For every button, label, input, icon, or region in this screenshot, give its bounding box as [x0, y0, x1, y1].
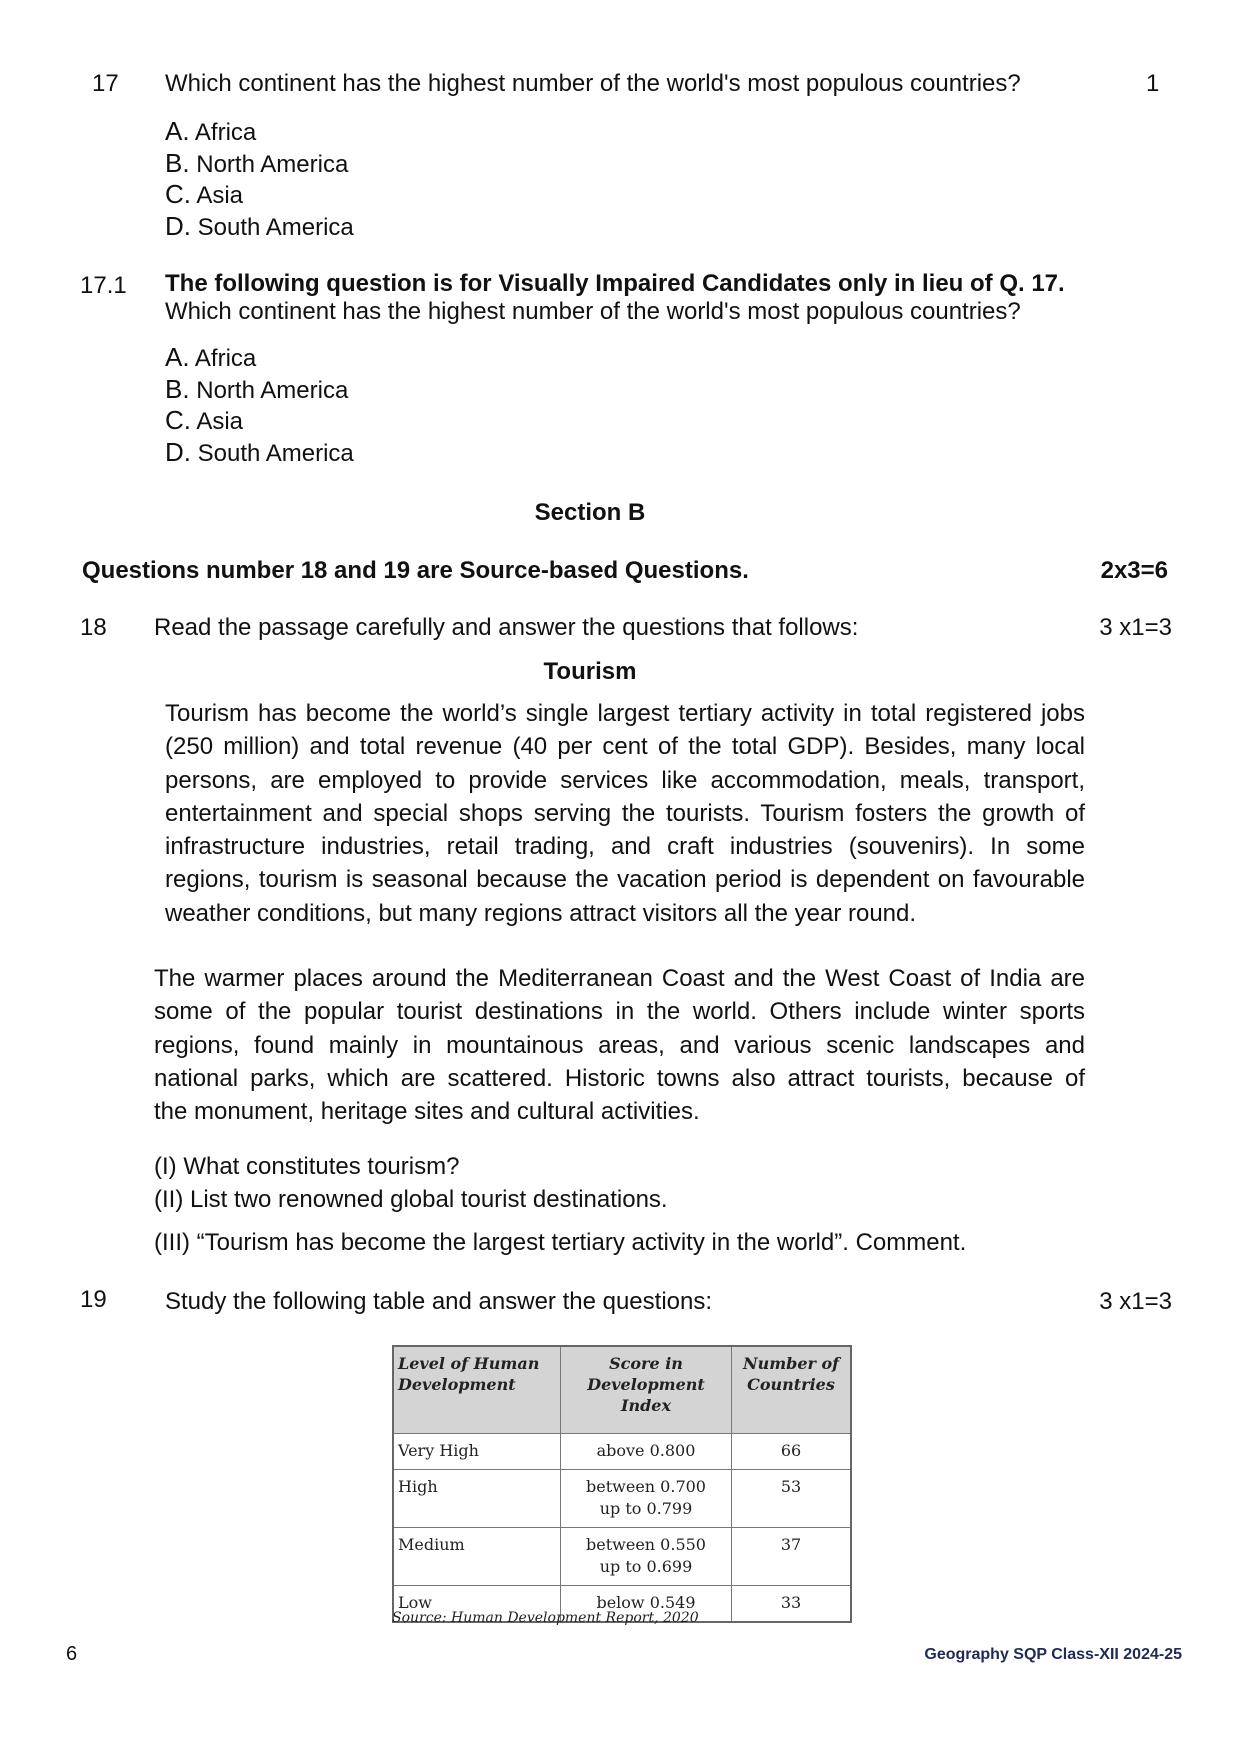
option-text: North America	[196, 151, 349, 178]
option-text: North America	[196, 377, 349, 404]
table-header	[393, 1346, 561, 1434]
option-c	[165, 178, 243, 212]
passage-line: regions, tourism is seasonal because the vacation period is dependent on favourable	[165, 866, 1085, 894]
option-text: South America	[197, 440, 354, 467]
question-text: Study the following table and answer the questions:	[165, 1288, 713, 1315]
option-letter: C.	[165, 405, 191, 435]
section-instruction: Questions number 18 and 19 are Source-based Questions.	[82, 557, 749, 584]
score-line: between 0.700	[586, 1477, 706, 1496]
option-d	[165, 436, 354, 470]
option-c	[165, 404, 243, 438]
passage-line: regions, found mainly in mountainous areas, and various scenic landscapes and	[154, 1031, 1085, 1059]
table-cell-level: Medium	[393, 1528, 561, 1586]
table-cell-level: High	[393, 1470, 561, 1528]
passage-line: infrastructure industries, retail trading, and craft industries (souvenirs). In some	[165, 833, 1085, 861]
question-number: 17.1	[80, 272, 127, 299]
header-line: Countries	[747, 1375, 835, 1394]
option-letter: D.	[165, 437, 191, 467]
passage-line: entertainment and special shops serving the tourists. Tourism fosters the growth of	[165, 799, 1085, 827]
header-line: Development	[587, 1375, 705, 1394]
question-marks: 1	[1146, 70, 1160, 97]
option-text: Asia	[196, 408, 244, 435]
option-b	[165, 373, 348, 407]
vi-note: The following question is for Visually Impaired Candidates only in lieu of Q. 17.	[165, 270, 1065, 297]
score-line: up to 0.799	[599, 1499, 693, 1518]
score-line: below 0.549	[596, 1593, 696, 1612]
option-text: South America	[197, 214, 354, 241]
table-row	[393, 1434, 851, 1470]
score-line: between 0.550	[586, 1535, 706, 1554]
table-row	[393, 1528, 851, 1586]
question-number: 17	[92, 70, 119, 97]
section-marks: 2x3=6	[1100, 557, 1168, 584]
header-line: Index	[620, 1396, 672, 1415]
option-text: Africa	[194, 345, 257, 372]
table-cell-score	[561, 1470, 732, 1528]
header-line: Number of	[742, 1354, 840, 1373]
page-number: 6	[66, 1643, 78, 1665]
option-letter: B.	[165, 148, 190, 178]
question-number: 19	[80, 1286, 107, 1313]
table-cell-level: Very High	[393, 1434, 561, 1470]
option-letter: A.	[165, 116, 190, 146]
passage-line: some of the popular tourist destinations in the world. Others include winter sports	[154, 998, 1085, 1026]
question-text: Which continent has the highest number of the world's most populous countries?	[165, 70, 1021, 97]
sub-question: (I) What constitutes tourism?	[154, 1153, 460, 1180]
table-header	[732, 1346, 852, 1434]
passage-line: the monument, heritage sites and cultural activities.	[154, 1098, 700, 1126]
passage-line: persons, are employed to provide services like accommodation, meals, transport,	[165, 766, 1085, 794]
passage-line: weather conditions, but many regions attract visitors all the year round.	[165, 899, 917, 927]
header-line: Score in	[609, 1354, 683, 1373]
table-row	[393, 1470, 851, 1528]
option-d	[165, 210, 354, 244]
table-header	[561, 1346, 732, 1434]
table-cell-score	[561, 1434, 732, 1470]
option-b	[165, 147, 348, 181]
option-letter: A.	[165, 342, 190, 372]
question-marks: 3 x1=3	[1099, 1288, 1172, 1315]
score-line: up to 0.699	[599, 1557, 693, 1576]
question-number: 18	[80, 614, 107, 641]
passage-title: Tourism	[543, 658, 637, 685]
question-marks: 3 x1=3	[1099, 614, 1172, 641]
option-letter: C.	[165, 179, 191, 209]
table-cell-score	[561, 1528, 732, 1586]
header-line: Development	[398, 1375, 516, 1394]
passage-paragraph-2	[154, 962, 1085, 1128]
passage-paragraph-1	[165, 697, 1085, 930]
sub-question: (III) “Tourism has become the largest tertiary activity in the world”. Comment.	[154, 1229, 967, 1256]
table-cell-count: 66	[732, 1434, 852, 1470]
option-text: Africa	[194, 119, 257, 146]
option-a	[165, 341, 256, 375]
hdi-table	[392, 1345, 852, 1623]
table-cell-level: Low	[393, 1586, 561, 1623]
table-cell-count: 53	[732, 1470, 852, 1528]
option-letter: D.	[165, 211, 191, 241]
option-letter: B.	[165, 374, 190, 404]
header-line: Level of Human	[398, 1354, 540, 1373]
table-cell-count: 37	[732, 1528, 852, 1586]
passage-line: (250 million) and total revenue (40 per cent of the total GDP). Besides, many local	[165, 733, 1085, 761]
section-title: Section B	[534, 499, 646, 526]
sub-question: (II) List two renowned global tourist destinations.	[154, 1186, 668, 1213]
passage-line: The warmer places around the Mediterranean Coast and the West Coast of India are	[154, 965, 1085, 992]
question-text: Read the passage carefully and answer the questions that follows:	[154, 614, 859, 641]
option-text: Asia	[196, 182, 244, 209]
passage-line: Tourism has become the world’s single largest tertiary activity in total registered jobs	[165, 700, 1085, 727]
document-title: Geography SQP Class-XII 2024-25	[924, 1646, 1182, 1663]
table-source: Source: Human Development Report, 2020	[392, 1610, 699, 1626]
table-cell-count: 33	[732, 1586, 852, 1623]
question-text: Which continent has the highest number of the world's most populous countries?	[165, 298, 1021, 325]
score-line: above 0.800	[596, 1441, 696, 1460]
option-a	[165, 115, 256, 149]
passage-line: national parks, which are scattered. Historic towns also attract tourists, because of	[154, 1064, 1085, 1092]
table-header-row	[393, 1346, 851, 1434]
